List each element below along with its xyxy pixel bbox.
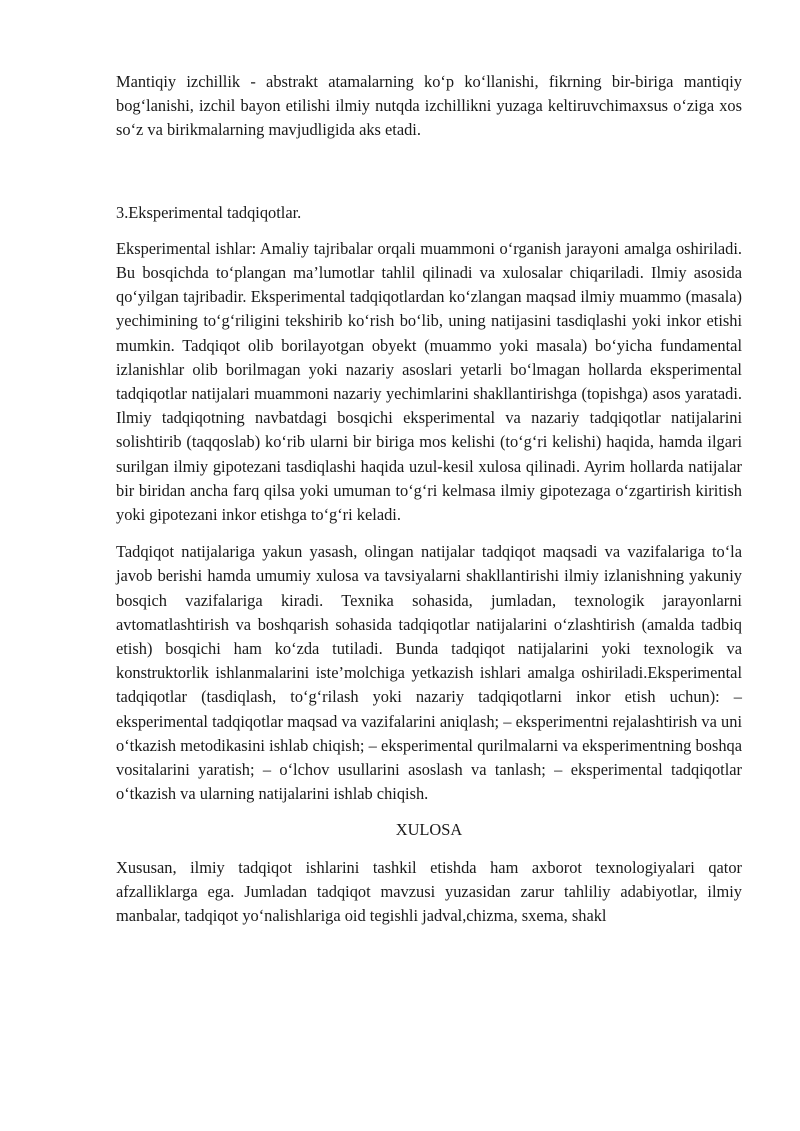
section-heading-experimental-research: 3.Eksperimental tadqiqotlar. — [116, 202, 302, 222]
paragraph-experimental-works: Eksperimental ishlar: Amaliy tajribalar orqali muammoni o‘rganish jarayoni amalga oshiriladi. Bu bosqichda to‘plangan ma’lumotlar tahlil qilinadi va xulosalar chiqariladi. Ilmiy asosida qo‘yilgan tajribadir. Eksperimental tadqiqotlardan ko‘zlangan maqsad ilmiy muammo (masala) yechimining to‘g‘riligini tekshirib ko‘rish bo‘lib, uning natijasini tasdiqlashi yoki inkor etishi mumkin. Tadqiqot olib borilayotgan obyekt (muammo yoki masala) bo‘yicha fundamental izlanishlar olib borilmagan yoki nazariy asoslari yetarli bo‘lmagan hollarda eksperimental tadqiqotlar natijalari muammoni nazariy yechimlarini shakllantirishga (topishga) asos yaratadi. Ilmiy tadqiqotning navbatdagi bosqichi eksperimental va nazariy tadqiqotlar natijalarini solishtirib (taqqoslab) ko‘rib ularni bir biriga mos kelishi (to‘g‘ri kelishi) haqida, hamda ilgari surilgan ilmiy gipotezani tasdiqlashi haqida uzul-kesil xulosa qilinadi. Ayrim hollarda natijalar bir biridan ancha farq qilsa yoki umuman to‘g‘ri kelmasa ilmiy gipotezaga o‘zgartirish kiritish yoki gipotezani inkor etishga to‘g‘ri keladi. — [116, 238, 742, 525]
document-page — [116, 70, 742, 928]
conclusion-title: XULOSA — [395, 820, 463, 840]
paragraph-logical-coherence: Mantiqiy izchillik - abstrakt atamalarning ko‘p ko‘llanishi, fikrning bir-biriga mantiqiy bog‘lanishi, izchil bayon etilishi ilmiy nutqda izchillikni yuzaga keltiruvchimaxsus o‘ziga xos so‘z va birikmalarning mavjudligida aks etadi. — [116, 72, 742, 140]
paragraph-research-results: Tadqiqot natijalariga yakun yasash, olingan natijalar tadqiqot maqsadi va vazifalariga to‘la javob berishi hamda umumiy xulosa va tavsiyalarni shakllantirishi ilmiy izlanishning yakuniy bosqich vazifalariga kiradi. Texnika sohasida, jumladan, texnologik jarayonlarni avtomatlashtirish va boshqarish sohasida tadqiqotlar natijalarini o‘zlashtirish (amalda tadbiq etish) bosqichi ham ko‘zda tutiladi. Bunda tadqiqot natijalarini yoki texnologik va konstruktorlik ishlanmalarini iste’molchiga yetkazish ishlari amalga oshiriladi.Eksperimental tadqiqotlar (tasdiqlash, to‘g‘rilash yoki nazariy tadqiqotlarni inkor etish uchun): – eksperimental tadqiqotlar maqsad va vazifalarini aniqlash; – eksperimentni rejalashtirish va uni o‘tkazish metodikasini ishlab chiqish; – eksperimental qurilmalarni va eksperimentning boshqa vositalarini yaratish; – o‘lchov usullarini asoslash va tanlash; – eksperimental tadqiqotlar o‘tkazish va ularning natijalarini ishlab chiqish. — [116, 542, 742, 804]
paragraph-conclusion: Xususan, ilmiy tadqiqot ishlarini tashkil etishda ham axborot texnologiyalari qator afzalliklarga ega. Jumladan tadqiqot mavzusi yuzasidan zarur tahliliy adabiyotlar, ilmiy manbalar, tadqiqot yo‘nalishlariga oid tegishli jadval,chizma, sxema, shakl — [116, 857, 742, 926]
